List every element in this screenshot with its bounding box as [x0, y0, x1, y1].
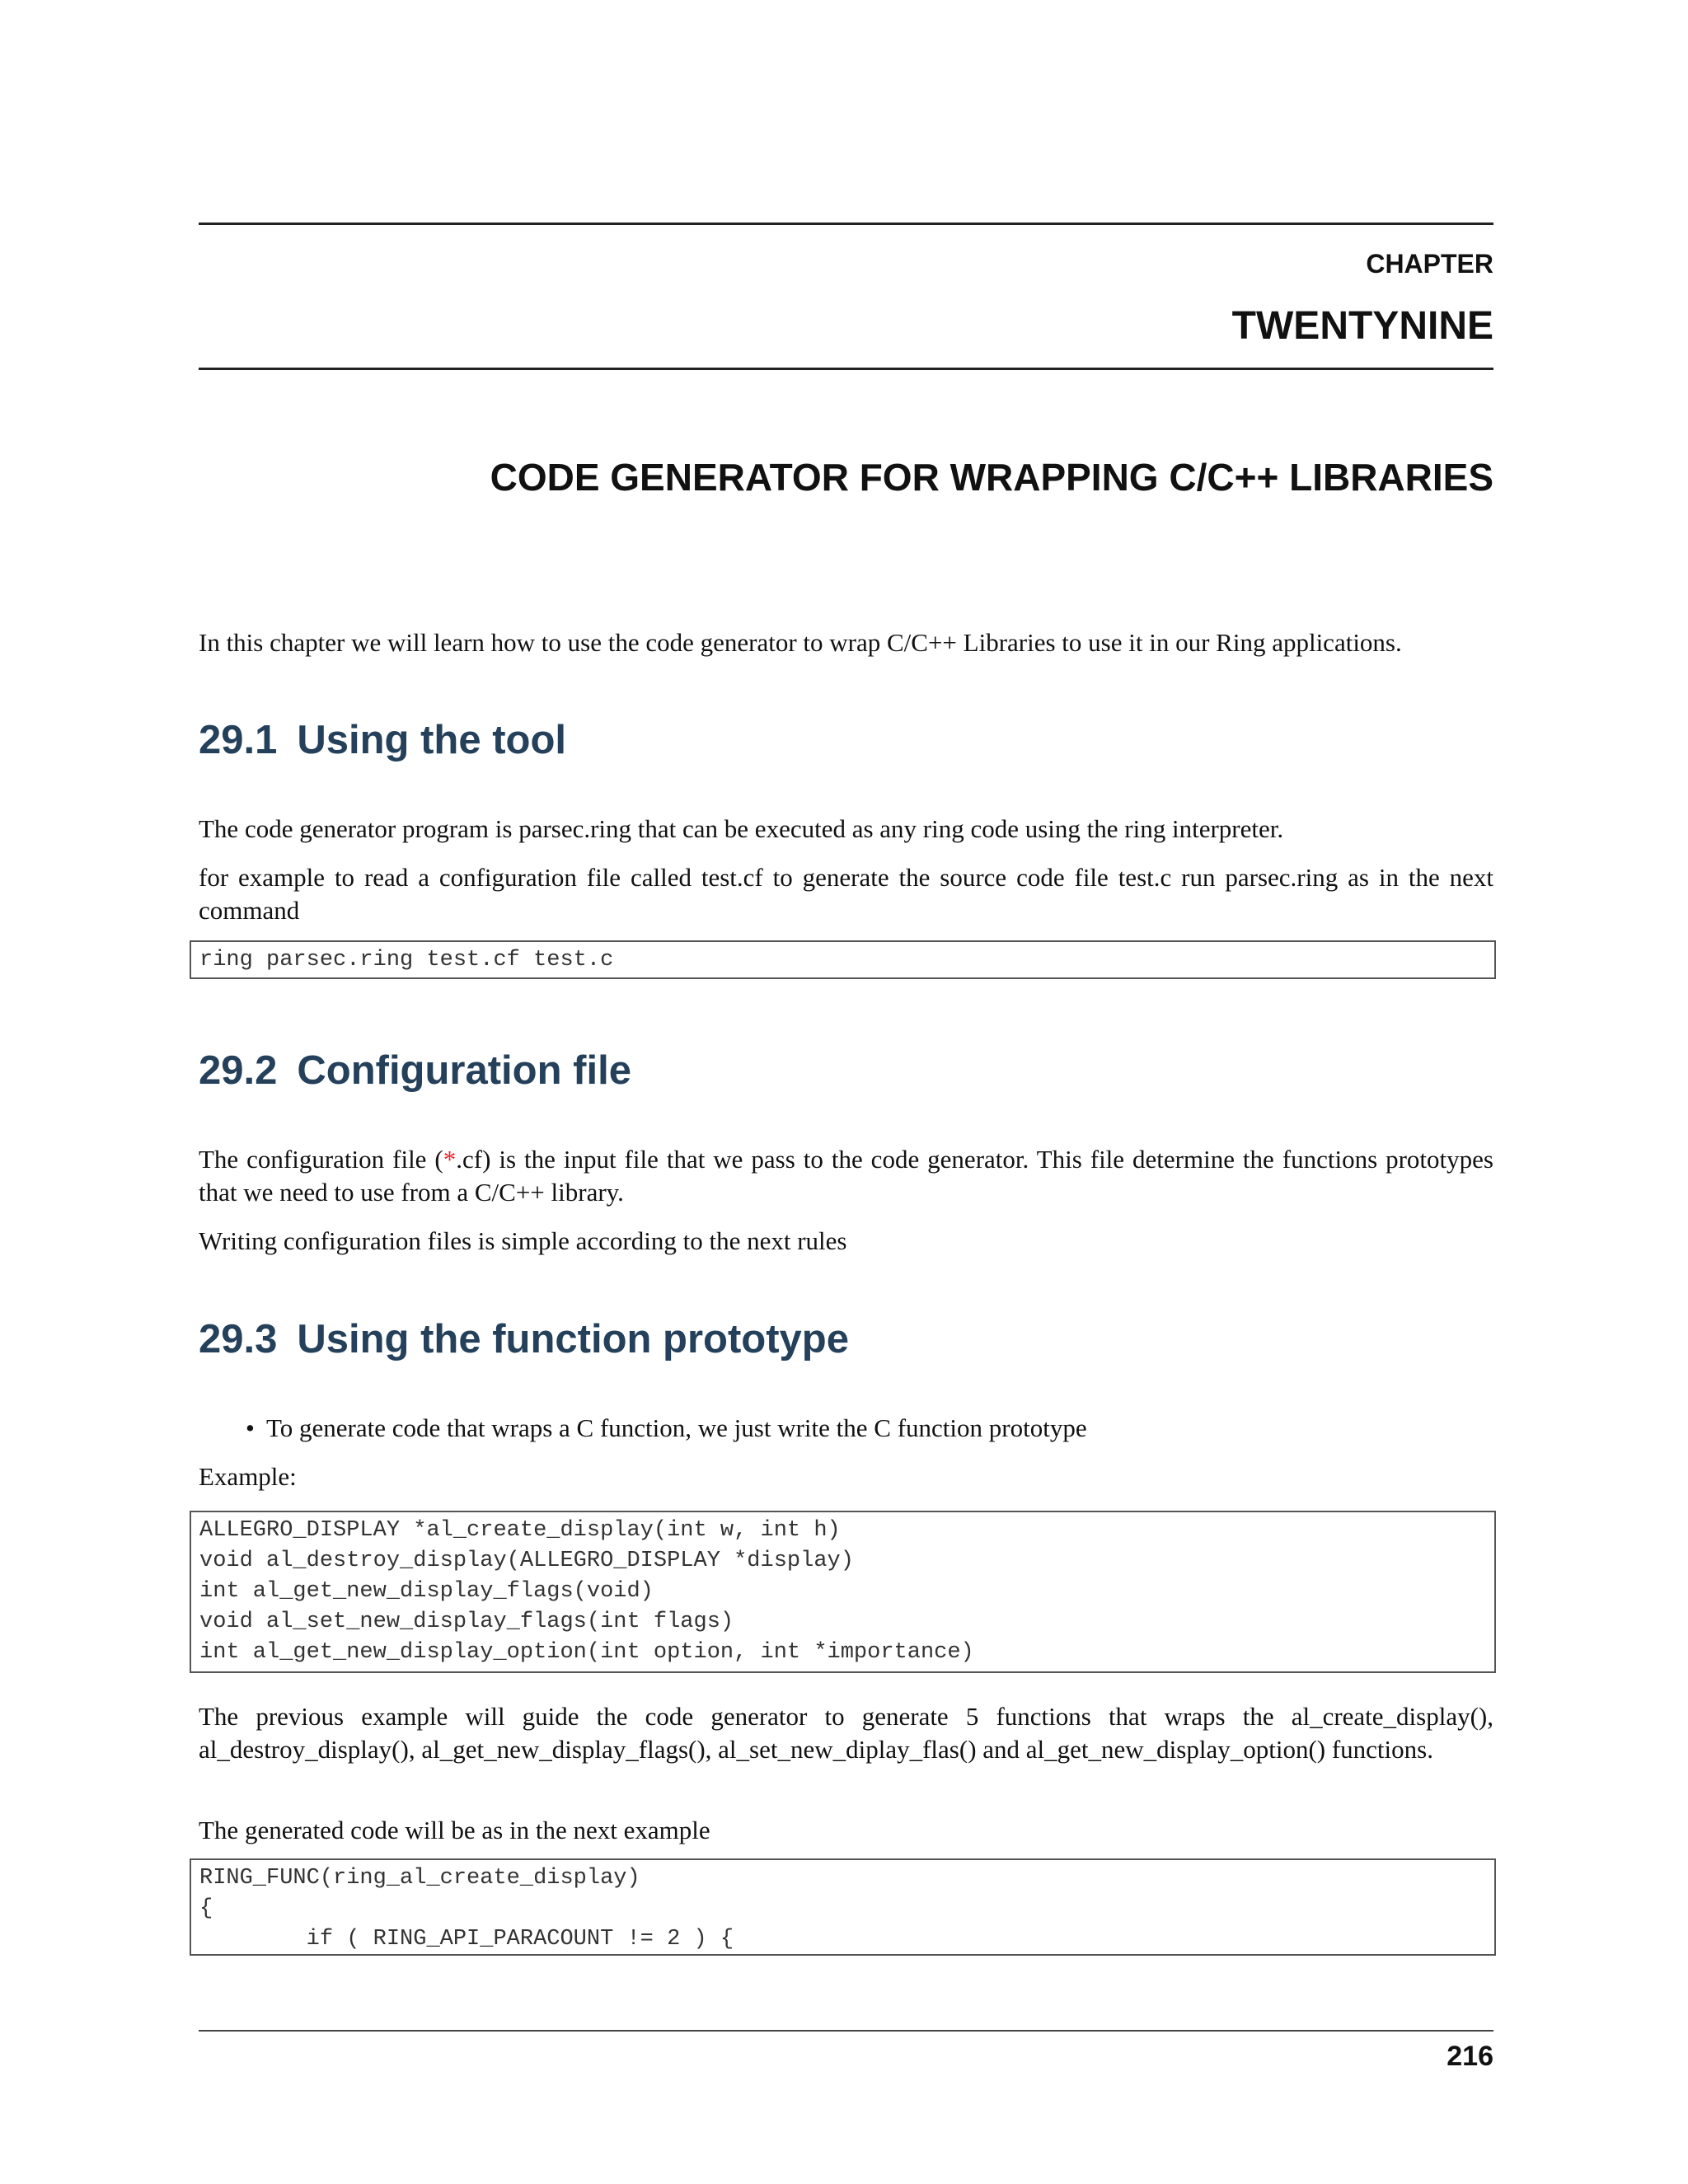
bullet-item: To generate code that wraps a C function, we just write the C function prototype — [266, 1413, 1087, 1442]
section-title: Configuration file — [297, 1048, 631, 1093]
paragraph: for example to read a configuration file called test.cf to generate the source code file test.c run parsec.ring as in the next command — [199, 863, 1493, 925]
code-block-prototypes: ALLEGRO_DISPLAY *al_create_display(int w, int h) void al_destroy_display(ALLEGRO_DISPLAY *display) int al_get_new_display_flags(void) void al_set_new_display_flags(int flags) int al_get_new_display_option(int option, int *importance) — [190, 1511, 1496, 1673]
section-number: 29.2 — [199, 1048, 278, 1093]
chapter-label: CHAPTER — [1366, 249, 1493, 279]
chapter-title: CODE GENERATOR FOR WRAPPING C/C++ LIBRARIES — [490, 456, 1493, 499]
footer-rule — [199, 2030, 1493, 2032]
page-number: 216 — [1447, 2041, 1493, 2072]
chapter-number: TWENTYNINE — [1231, 304, 1493, 348]
paragraph: The previous example will guide the code generator to generate 5 functions that wraps the al_create_display(), al_destroy_display(), al_get_new_display_flags(), al_set_new_diplay_flas() and al_get_new_display_option() functions. — [199, 1702, 1493, 1764]
chapter-bottom-rule — [199, 368, 1493, 370]
section-heading-29-1 — [199, 717, 566, 763]
paragraph: The code generator program is parsec.ring that can be executed as any ring code using the ring interpreter. — [199, 814, 1284, 843]
intro-paragraph: In this chapter we will learn how to use the code generator to wrap C/C++ Libraries to use it in our Ring applications. — [199, 628, 1402, 657]
section-number: 29.3 — [199, 1317, 278, 1361]
text: The configuration file ( — [199, 1145, 443, 1174]
section-heading-29-3 — [199, 1316, 849, 1362]
text: .cf) is the input file that we pass to the code generator. This file determine the functions prototypes that we need to use from a C/C++ library. — [199, 1145, 1493, 1207]
paragraph — [199, 1143, 1493, 1209]
bullet-marker: • — [246, 1413, 255, 1442]
code-block-command: ring parsec.ring test.cf test.c — [190, 940, 1496, 979]
paragraph: The generated code will be as in the next example — [199, 1816, 710, 1844]
asterisk-link[interactable]: * — [443, 1145, 457, 1174]
chapter-top-rule — [199, 223, 1493, 225]
code-block-generated: RING_FUNC(ring_al_create_display) { if ( RING_API_PARACOUNT != 2 ) { — [190, 1858, 1496, 1956]
section-number: 29.1 — [199, 718, 278, 762]
paragraph: Writing configuration files is simple according to the next rules — [199, 1226, 847, 1255]
section-title: Using the tool — [297, 718, 567, 762]
example-label: Example: — [199, 1462, 297, 1491]
section-heading-29-2 — [199, 1047, 631, 1094]
section-title: Using the function prototype — [297, 1317, 849, 1361]
